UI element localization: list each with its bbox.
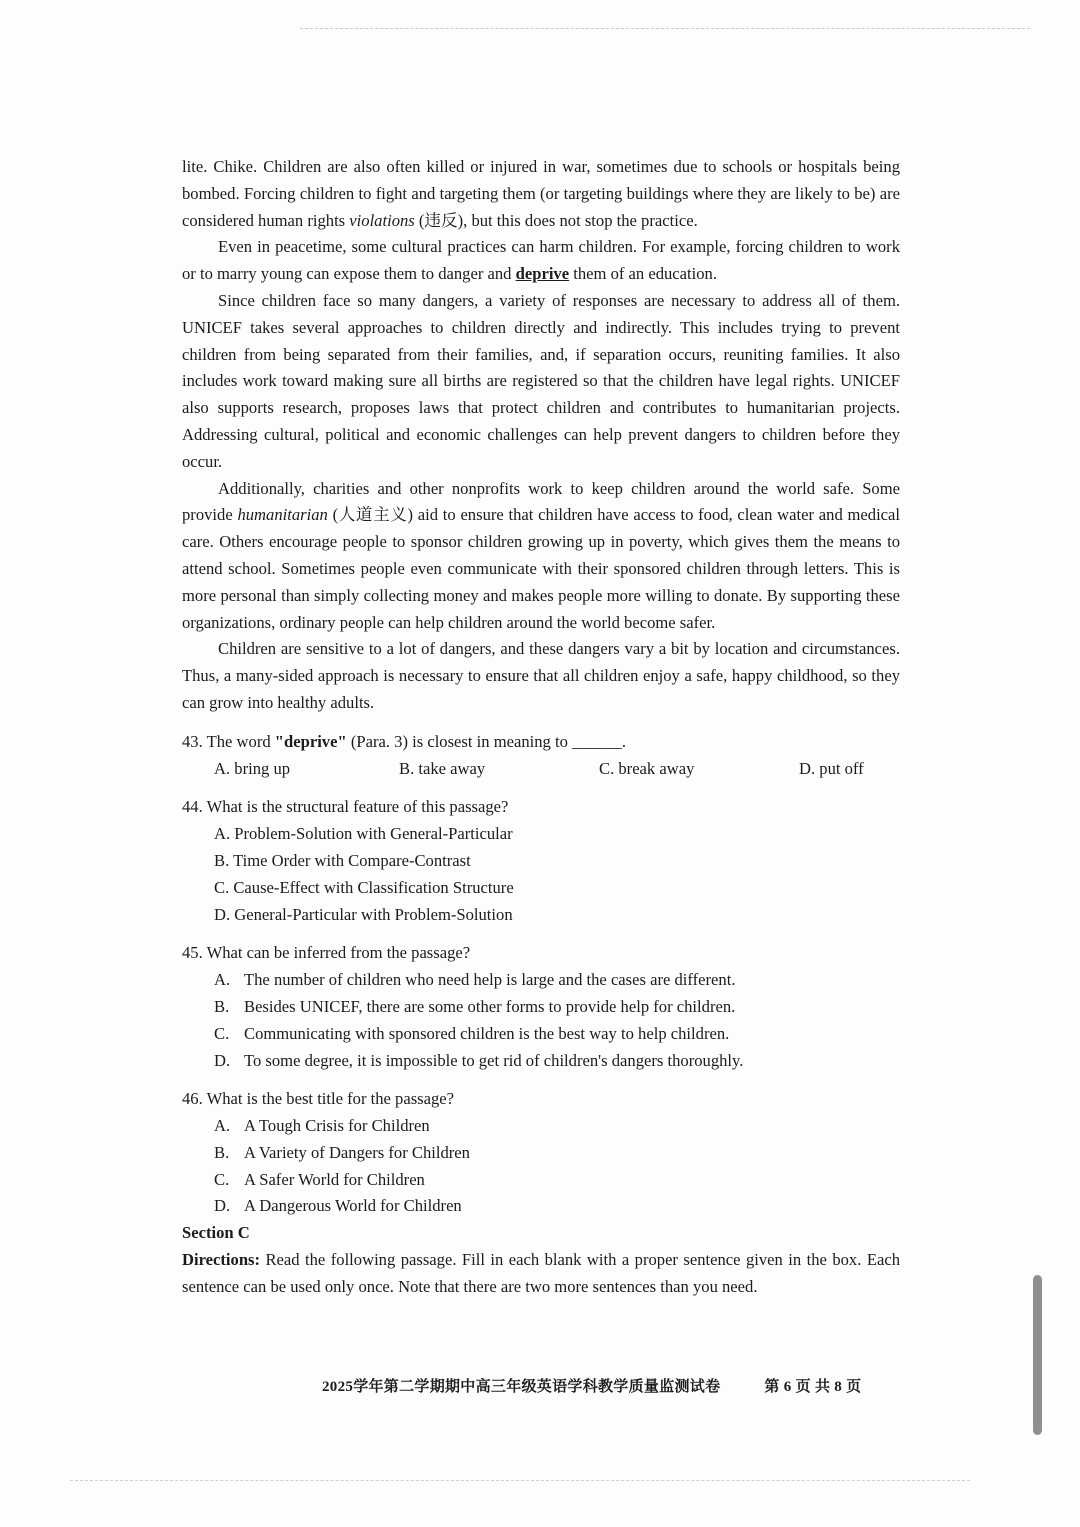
option-b: B. Time Order with Compare-Contrast bbox=[214, 850, 471, 870]
italic-term-violations: violations bbox=[349, 210, 415, 230]
option-d: D. To some degree, it is impossible to get rid of children's dangers thoroughly. bbox=[214, 1050, 744, 1070]
exam-page-content bbox=[182, 154, 900, 1301]
chinese-gloss: (人道主义) bbox=[327, 505, 414, 525]
option-b: B. A Variety of Dangers for Children bbox=[214, 1142, 470, 1162]
option-b: B. take away bbox=[399, 758, 486, 778]
question-stem: 43. The word "deprive" (Para. 3) is closest in meaning to ______. bbox=[182, 731, 626, 751]
option-list bbox=[182, 821, 900, 928]
option-c: C. A Safer World for Children bbox=[214, 1169, 425, 1189]
option-list bbox=[182, 967, 900, 1074]
option-b: B. Besides UNICEF, there are some other forms to provide help for children. bbox=[214, 996, 736, 1016]
option-row bbox=[182, 756, 900, 783]
option-c: C. break away bbox=[599, 758, 695, 778]
scan-edge-bottom bbox=[70, 1480, 970, 1481]
question-stem: 45. What can be inferred from the passage? bbox=[182, 943, 471, 963]
question-45 bbox=[182, 940, 900, 1074]
question-43 bbox=[182, 729, 900, 783]
passage-paragraph-4: Children are sensitive to a lot of dangers, and these dangers vary a bit by location and circumstances. Thus, a many-sided approach is necessary to ensure that all children enjoy a safe, happy childhood, so they can grow into healthy adults. bbox=[182, 639, 900, 712]
question-46 bbox=[182, 1086, 900, 1220]
option-c: C. Communicating with sponsored children is the best way to help children. bbox=[214, 1023, 730, 1043]
underlined-keyword-deprive: deprive bbox=[515, 264, 570, 284]
option-a: A. Problem-Solution with General-Particular bbox=[214, 824, 513, 844]
option-a: A. bring up bbox=[214, 758, 291, 778]
option-a: A. A Tough Crisis for Children bbox=[214, 1116, 430, 1136]
section-c-heading: Section C bbox=[182, 1223, 250, 1243]
option-d: D. put off bbox=[799, 758, 864, 778]
cut-off-text: lite. Chike. bbox=[182, 157, 258, 176]
scrollbar-thumb[interactable] bbox=[1033, 1275, 1042, 1435]
option-d: D. General-Particular with Problem-Solution bbox=[214, 904, 513, 924]
page-footer bbox=[322, 1375, 861, 1396]
passage-paragraph-2: Since children face so many dangers, a variety of responses are necessary to address all of them. UNICEF takes several approaches to children directly and indirectly. This includes trying to prevent children from being separated from their families, and, if separation occurs, reuniting families. It also includes work toward making sure all births are registered so that the children have legal rights. UNICEF also supports research, proposes laws that protect children and contributes to humanitarian projects. Addressing cultural, political and economic challenges can help prevent dangers to children before they occur. bbox=[182, 290, 900, 471]
question-stem: 44. What is the structural feature of this passage? bbox=[182, 797, 509, 817]
exam-title: 2025学年第二学期期中高三年级英语学科教学质量监测试卷 bbox=[322, 1379, 721, 1395]
passage-paragraph-3: Additionally, charities and other nonprofits work to keep children around the world safe. Some provide humanitarian (人道主义) aid to ensure that children have access to food, clean water and medical care. Others encourage people to sponsor children growing up in poverty, which gives them the means to attend school. Sometimes people even communicate with their sponsored children through letters. This is more personal than simply collecting money and makes people more willing to donate. By supporting these organizations, ordinary people can help children around the world become safer. bbox=[182, 478, 901, 632]
italic-term-humanitarian: humanitarian bbox=[237, 505, 328, 525]
page-number: 第 6 页 共 8 页 bbox=[764, 1379, 862, 1395]
question-44 bbox=[182, 794, 900, 928]
option-a: A. The number of children who need help is large and the cases are different. bbox=[214, 970, 736, 990]
chinese-gloss: (违反) bbox=[414, 210, 464, 230]
passage-paragraph-0: lite. Chike. Children are also often killed or injured in war, sometimes due to schools or hospitals being bombed. Forcing children to fight and targeting them (or targeting buildings where they are likely to be) are considered human rights violations (违反), but this does not stop the practice. bbox=[182, 157, 900, 230]
passage-paragraph-1: Even in peacetime, some cultural practices can harm children. For example, forcing children to work or to marry young can expose them to danger and deprive them of an education. bbox=[182, 237, 900, 284]
option-list bbox=[182, 1113, 900, 1220]
question-stem: 46. What is the best title for the passage? bbox=[182, 1089, 455, 1109]
section-c-directions: Directions: Read the following passage. Fill in each blank with a proper sentence given in the box. Each sentence can be used only once. Note that there are two more sentences than you need. bbox=[182, 1250, 900, 1296]
scan-edge-top bbox=[300, 28, 1030, 29]
option-d: D. A Dangerous World for Children bbox=[214, 1196, 462, 1216]
option-c: C. Cause-Effect with Classification Structure bbox=[214, 877, 514, 897]
